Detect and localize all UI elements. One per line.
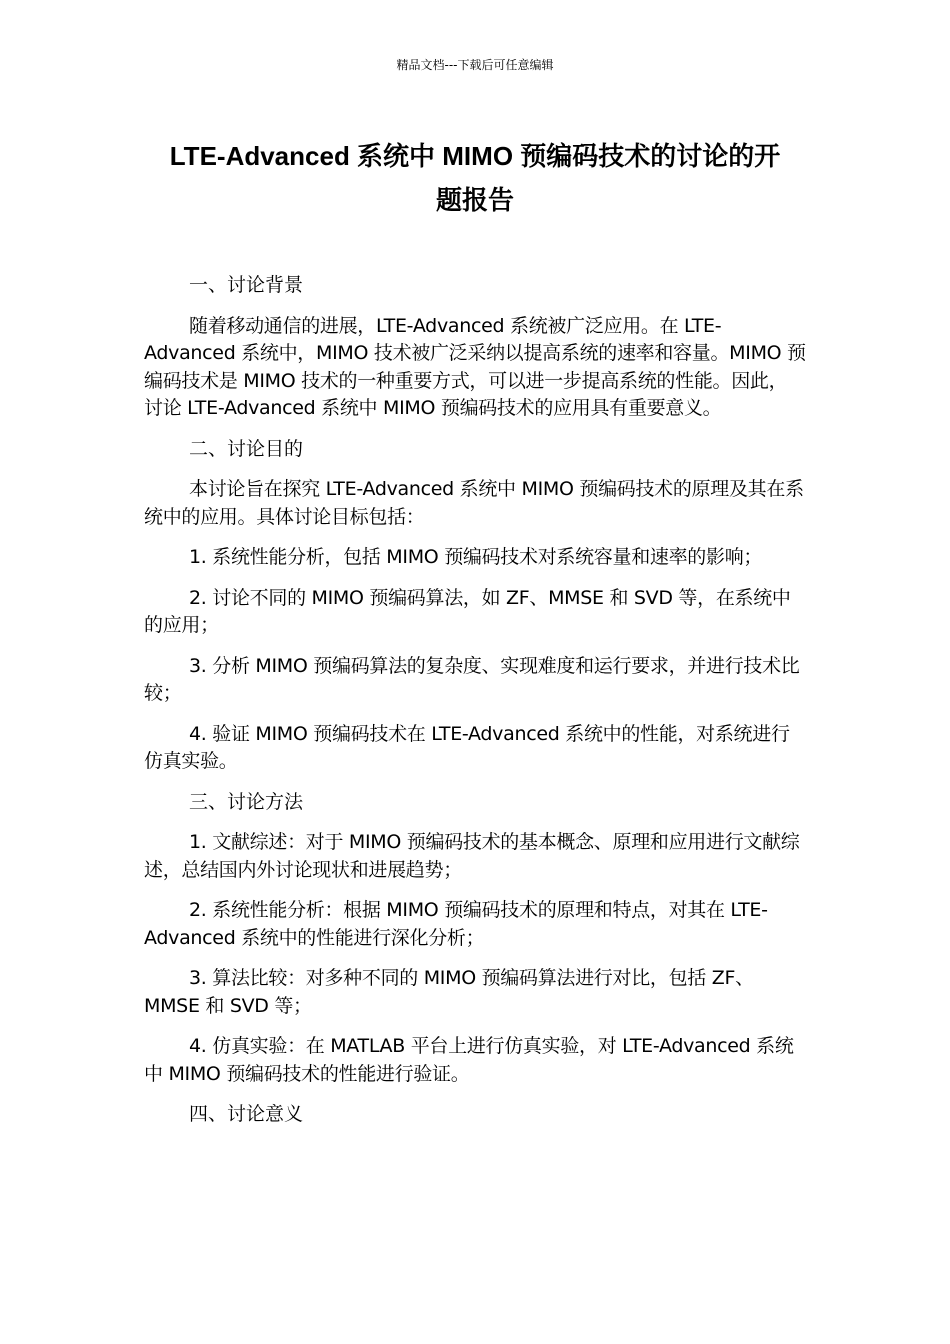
section-heading-purpose: 二、讨论目的 <box>189 437 304 460</box>
title-line-2: 题报告 <box>435 185 514 215</box>
title-line-1: LTE-Advanced 系统中 MIMO 预编码技术的讨论的开 <box>169 141 781 171</box>
list-item-purpose-3: 3. 分析 MIMO 预编码算法的复杂度、实现难度和运行要求，并进行技术比较； <box>144 654 800 704</box>
list-item-method-4: 4. 仿真实验：在 MATLAB 平台上进行仿真实验，对 LTE-Advanced 系统中 MIMO 预编码技术的性能进行验证。 <box>144 1035 794 1085</box>
document-body <box>144 272 806 1142</box>
list-item-purpose-4: 4. 验证 MIMO 预编码技术在 LTE-Advanced 系统中的性能，对系统进行仿真实验。 <box>144 722 790 772</box>
section-heading-background: 一、讨论背景 <box>189 274 304 296</box>
list-item-method-1: 1. 文献综述：对于 MIMO 预编码技术的基本概念、原理和应用进行文献综述，总结国内外讨论现状和进展趋势； <box>144 831 800 881</box>
section-heading-significance: 四、讨论意义 <box>189 1103 304 1125</box>
list-item-method-3: 3. 算法比较：对多种不同的 MIMO 预编码算法进行对比，包括 ZF、MMSE 和 SVD 等； <box>144 967 754 1017</box>
paragraph-purpose-intro: 本讨论旨在探究 LTE-Advanced 系统中 MIMO 预编码技术的原理及其在系统中的应用。具体讨论目标包括： <box>144 478 804 528</box>
page-header: 精品文档---下载后可任意编辑 <box>396 58 554 72</box>
paragraph-background: 随着移动通信的进展，LTE-Advanced 系统被广泛应用。在 LTE-Advanced 系统中，MIMO 技术被广泛采纳以提高系统的速率和容量。MIMO 预编码技术是 MIMO 技术的一种重要方式，可以进一步提高系统的性能。因此，讨论 LTE-Advanced 系统中 MIMO 预编码技术的应用具有重要意义。 <box>144 314 806 419</box>
list-item-method-2: 2. 系统性能分析：根据 MIMO 预编码技术的原理和特点，对其在 LTE-Advanced 系统中的性能进行深化分析； <box>144 899 768 949</box>
document-title <box>144 134 806 222</box>
list-item-purpose-1: 1. 系统性能分析，包括 MIMO 预编码技术对系统容量和速率的影响； <box>189 546 763 568</box>
section-heading-methods: 三、讨论方法 <box>189 790 304 813</box>
list-item-purpose-2: 2. 讨论不同的 MIMO 预编码算法，如 ZF、MMSE 和 SVD 等，在系统中的应用； <box>144 586 791 636</box>
